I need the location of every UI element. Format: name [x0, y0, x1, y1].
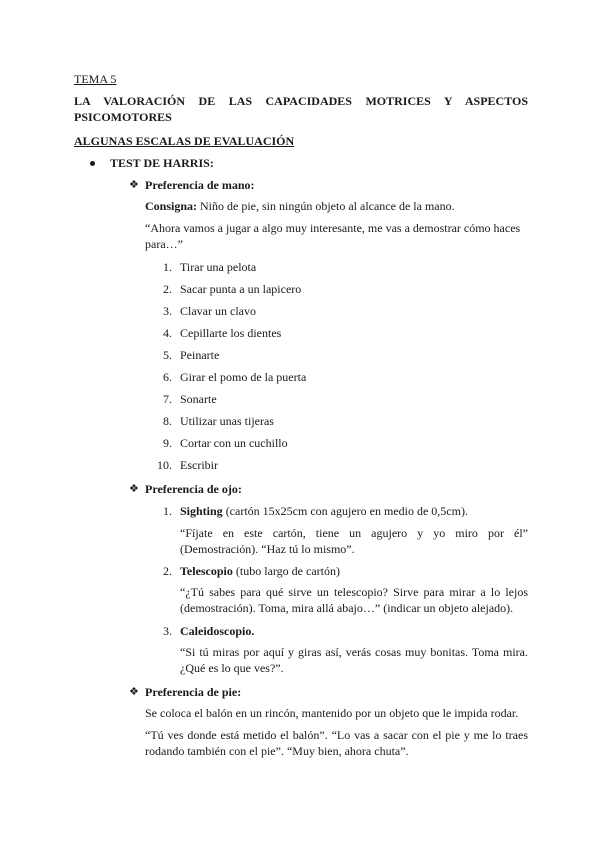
eye-sighting-quote-1: “Fíjate en este cartón, tiene un agujero y yo miro por él” — [180, 526, 528, 540]
consigna-text: Niño de pie, sin ningún objeto al alcance de la mano. — [197, 199, 455, 213]
eye-telescopio-quote-1: “¿Tú sabes para qué sirve un telescopio? Sirve para mirar a lo lejos — [180, 585, 528, 599]
diamond-bullet-icon: ❖ — [129, 179, 139, 191]
bullet-dot-icon — [90, 161, 95, 166]
list-item: 6. Girar el pomo de la puerta — [163, 370, 307, 384]
foot-heading: Preferencia de pie: — [145, 685, 242, 699]
test-heading: TEST DE HARRIS: — [110, 156, 214, 170]
eye-item-caleidoscopio: 3. Caleidoscopio. — [163, 624, 255, 638]
diamond-bullet-icon: ❖ — [129, 686, 139, 698]
eye-item-telescopio: 2. Telescopio (tubo largo de cartón) — [163, 564, 340, 578]
list-item: 8. Utilizar unas tijeras — [163, 414, 274, 428]
list-item: 2. Sacar punta a un lapicero — [163, 282, 302, 296]
list-item: 3. Clavar un clavo — [163, 304, 256, 318]
list-item: 5. Peinarte — [163, 348, 220, 362]
foot-text: Se coloca el balón en un rincón, mantenido por un objeto que le impida rodar. — [145, 706, 519, 720]
tema-label: TEMA 5 — [74, 72, 117, 86]
foot-quote-2: rodando también con el pie”. “Muy bien, ahora chuta”. — [145, 744, 409, 758]
consigna-line — [145, 199, 455, 214]
eye-sighting-quote-2: (Demostración). “Haz tú lo mismo”. — [180, 542, 355, 556]
eye-caleidoscopio-quote-2: ¿Qué es lo que ves?”. — [180, 661, 284, 675]
eye-caleidoscopio-quote-1: “Si tú miras por aquí y giras así, verás cosas muy bonitas. Toma mira. — [180, 645, 528, 659]
eye-telescopio-quote-2: (demostración). Toma, mira allá abajo…” (indicar un objeto alejado). — [180, 601, 514, 615]
eye-item-sighting: 1. Sighting (cartón 15x25cm con agujero en medio de 0,5cm). — [163, 504, 468, 518]
list-item: 4. Cepillarte los dientes — [163, 326, 282, 340]
consigna-label: Consigna: — [145, 199, 198, 213]
hand-quote-line-1: “Ahora vamos a jugar a algo muy interesante, me vas a demostrar cómo haces — [145, 221, 521, 235]
document-title-line-1: LA VALORACIÓN DE LAS CAPACIDADES MOTRICES Y ASPECTOS — [74, 94, 528, 108]
section-heading: ALGUNAS ESCALAS DE EVALUACIÓN — [74, 134, 295, 148]
list-item: 10. Escribir — [157, 458, 218, 472]
diamond-bullet-icon: ❖ — [129, 483, 139, 495]
list-item: 7. Sonarte — [163, 392, 217, 406]
eye-heading: Preferencia de ojo: — [145, 482, 242, 496]
foot-quote-1: “Tú ves donde está metido el balón”. “Lo vas a sacar con el pie y me lo traes — [145, 728, 528, 742]
hand-quote-line-2: para…” — [145, 237, 183, 251]
list-item: 9. Cortar con un cuchillo — [163, 436, 288, 450]
list-item: 1. Tirar una pelota — [163, 260, 257, 274]
document-title-line-2: PSICOMOTORES — [74, 110, 172, 124]
hand-heading: Preferencia de mano: — [145, 178, 255, 192]
